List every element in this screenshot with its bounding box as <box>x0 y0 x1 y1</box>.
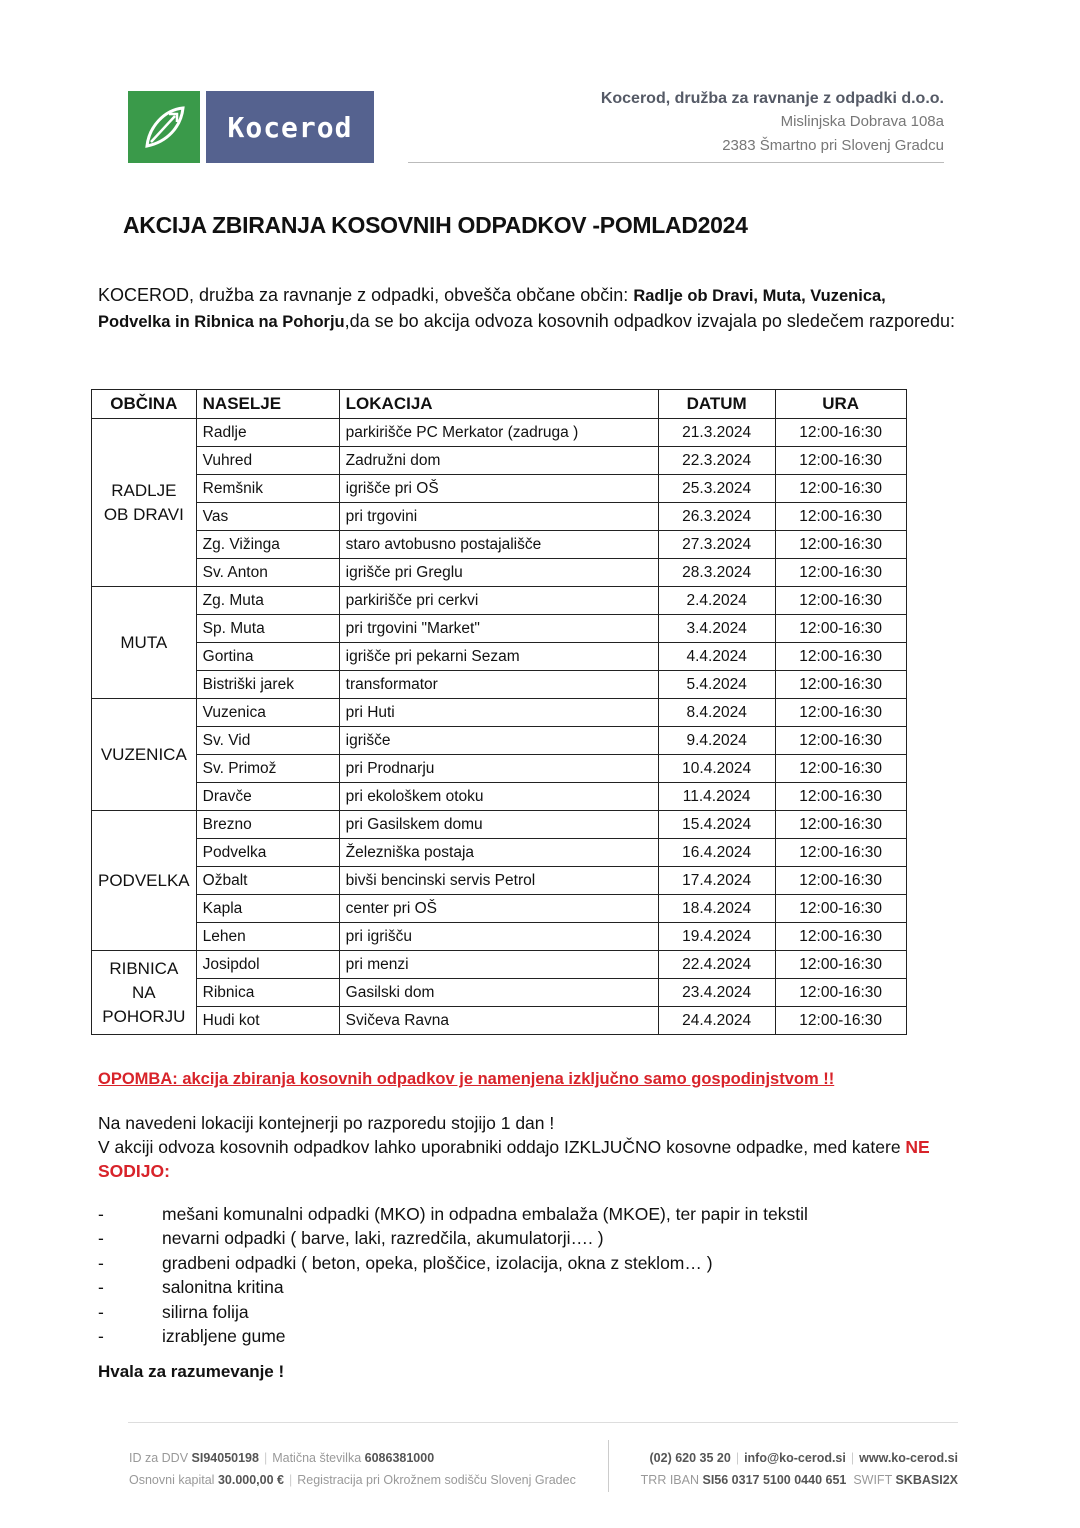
table-row <box>92 475 907 503</box>
capital-label: Osnovni kapital <box>129 1473 215 1487</box>
ura-cell: 12:00-16:30 <box>775 587 906 615</box>
list-item-text: silirna folija <box>162 1301 249 1322</box>
lokacija-cell: Gasilski dom <box>339 979 658 1007</box>
ura-cell: 12:00-16:30 <box>775 615 906 643</box>
ura-cell: 12:00-16:30 <box>775 783 906 811</box>
table-row <box>92 979 907 1007</box>
ura-cell: 12:00-16:30 <box>775 867 906 895</box>
header-datum: DATUM <box>658 390 775 419</box>
bullet-dash: - <box>98 1228 104 1249</box>
swift-value: SKBASI2X <box>895 1473 958 1487</box>
iban-label: TRR IBAN <box>640 1473 699 1487</box>
table-row <box>92 503 907 531</box>
lokacija-cell: parkirišče PC Merkator (zadruga ) <box>339 419 658 447</box>
table-row <box>92 951 907 979</box>
ura-cell: 12:00-16:30 <box>775 447 906 475</box>
naselje-cell: Gortina <box>196 643 339 671</box>
table-row <box>92 867 907 895</box>
table-row <box>92 727 907 755</box>
ura-cell: 12:00-16:30 <box>775 671 906 699</box>
datum-cell: 18.4.2024 <box>658 895 775 923</box>
table-row <box>92 531 907 559</box>
bullet-dash: - <box>98 1326 104 1347</box>
table-row <box>92 755 907 783</box>
datum-cell: 24.4.2024 <box>658 1007 775 1035</box>
naselje-cell: Josipdol <box>196 951 339 979</box>
ura-cell: 12:00-16:30 <box>775 727 906 755</box>
lokacija-cell: igrišče pri Greglu <box>339 559 658 587</box>
lokacija-cell: pri menzi <box>339 951 658 979</box>
table-row <box>92 895 907 923</box>
datum-cell: 9.4.2024 <box>658 727 775 755</box>
naselje-cell: Sp. Muta <box>196 615 339 643</box>
lokacija-cell: transformator <box>339 671 658 699</box>
obcina-cell: RADLJE OB DRAVI <box>92 419 197 587</box>
table-row <box>92 671 907 699</box>
lokacija-cell: Svičeva Ravna <box>339 1007 658 1035</box>
naselje-cell: Vas <box>196 503 339 531</box>
ura-cell: 12:00-16:30 <box>775 503 906 531</box>
ddv-value: SI94050198 <box>191 1451 259 1465</box>
lokacija-cell: staro avtobusno postajališče <box>339 531 658 559</box>
ddv-label: ID za DDV <box>129 1451 189 1465</box>
datum-cell: 3.4.2024 <box>658 615 775 643</box>
table-row <box>92 783 907 811</box>
lokacija-cell: pri igrišču <box>339 923 658 951</box>
logo-wordmark: Kocerod <box>206 91 374 163</box>
footer-divider <box>128 1422 958 1423</box>
header-obcina: OBČINA <box>92 390 197 419</box>
list-item-text: izrabljene gume <box>162 1326 286 1347</box>
naselje-cell: Ožbalt <box>196 867 339 895</box>
lokacija-cell: pri ekološkem otoku <box>339 783 658 811</box>
datum-cell: 19.4.2024 <box>658 923 775 951</box>
datum-cell: 8.4.2024 <box>658 699 775 727</box>
intro-text-end: ,da se bo akcija odvoza kosovnih odpadkov izvajala po sledečem razporedu: <box>344 311 956 331</box>
lokacija-cell: igrišče pri OŠ <box>339 475 658 503</box>
bullet-dash: - <box>98 1301 104 1322</box>
lokacija-cell: Železniška postaja <box>339 839 658 867</box>
lokacija-cell: pri trgovini <box>339 503 658 531</box>
excluded-waste-list <box>98 1202 808 1349</box>
footer-vertical-divider <box>608 1440 609 1492</box>
naselje-cell: Brezno <box>196 811 339 839</box>
naselje-cell: Bistriški jarek <box>196 671 339 699</box>
list-item <box>98 1202 808 1227</box>
bullet-dash: - <box>98 1277 104 1298</box>
table-row <box>92 699 907 727</box>
obcina-cell: PODVELKA <box>92 811 197 951</box>
not-accepted-label: NE SODIJO: <box>98 1137 930 1181</box>
table-row <box>92 923 907 951</box>
company-address-line2: 2383 Šmartno pri Slovenj Gradcu <box>722 137 944 154</box>
ura-cell: 12:00-16:30 <box>775 643 906 671</box>
company-name: Kocerod, družba za ravnanje z odpadki d.o.o. <box>600 90 944 107</box>
naselje-cell: Sv. Vid <box>196 727 339 755</box>
naselje-cell: Podvelka <box>196 839 339 867</box>
datum-cell: 11.4.2024 <box>658 783 775 811</box>
datum-cell: 21.3.2024 <box>658 419 775 447</box>
datum-cell: 15.4.2024 <box>658 811 775 839</box>
document-title: AKCIJA ZBIRANJA KOSOVNIH ODPADKOV -POMLAD2024 <box>123 212 748 238</box>
table-row <box>92 559 907 587</box>
lokacija-cell: pri Huti <box>339 699 658 727</box>
table-row <box>92 419 907 447</box>
naselje-cell: Zg. Muta <box>196 587 339 615</box>
table-row <box>92 1007 907 1035</box>
intro-municipalities: Radlje ob Dravi, Muta, Vuzenica, Podvelka in Ribnica na Pohorju <box>98 287 886 331</box>
kocerod-logo <box>128 91 374 163</box>
list-item-text: mešani komunalni odpadki (MKO) in odpadna embalaža (MKOE), ter papir in tekstil <box>162 1203 808 1224</box>
note-warning: OPOMBA: akcija zbiranja kosovnih odpadkov je namenjena izključno samo gospodinjstvom !! <box>98 1070 835 1088</box>
ura-cell: 12:00-16:30 <box>775 895 906 923</box>
ura-cell: 12:00-16:30 <box>775 699 906 727</box>
lokacija-cell: igrišče <box>339 727 658 755</box>
table-body <box>92 419 907 1035</box>
header-ura: URA <box>775 390 906 419</box>
lokacija-cell: bivši bencinski servis Petrol <box>339 867 658 895</box>
list-item <box>98 1325 808 1350</box>
lokacija-cell: pri trgovini "Market" <box>339 615 658 643</box>
datum-cell: 16.4.2024 <box>658 839 775 867</box>
datum-cell: 26.3.2024 <box>658 503 775 531</box>
ura-cell: 12:00-16:30 <box>775 923 906 951</box>
list-item-text: nevarni odpadki ( barve, laki, razredčila, akumulatorji…. ) <box>162 1228 604 1249</box>
table-row <box>92 643 907 671</box>
table-row <box>92 447 907 475</box>
table-row <box>92 811 907 839</box>
ura-cell: 12:00-16:30 <box>775 419 906 447</box>
ura-cell: 12:00-16:30 <box>775 951 906 979</box>
naselje-cell: Sv. Anton <box>196 559 339 587</box>
datum-cell: 22.4.2024 <box>658 951 775 979</box>
list-item <box>98 1300 808 1325</box>
header-divider <box>408 162 944 163</box>
intro-text: KOCEROD, družba za ravnanje z odpadki, obvešča občane občin: <box>98 285 634 305</box>
datum-cell: 22.3.2024 <box>658 447 775 475</box>
list-item <box>98 1276 808 1301</box>
naselje-cell: Dravče <box>196 783 339 811</box>
website-link[interactable]: www.ko-cerod.si <box>859 1451 958 1465</box>
table-header-row <box>92 390 907 419</box>
intro-paragraph <box>98 283 958 335</box>
registration-text: Registracija pri Okrožnem sodišču Slovenj Gradec <box>297 1473 576 1487</box>
list-item <box>98 1251 808 1276</box>
ura-cell: 12:00-16:30 <box>775 475 906 503</box>
naselje-cell: Zg. Vižinga <box>196 531 339 559</box>
iban-value: SI56 0317 5100 0440 651 <box>702 1473 847 1487</box>
obcina-cell: MUTA <box>92 587 197 699</box>
datum-cell: 5.4.2024 <box>658 671 775 699</box>
info-line2-text: V akciji odvoza kosovnih odpadkov lahko uporabniki oddajo IZKLJUČNO kosovne odpadke, med katere <box>98 1137 906 1157</box>
company-header <box>601 88 944 158</box>
mat-label: Matična številka <box>272 1451 362 1465</box>
naselje-cell: Kapla <box>196 895 339 923</box>
lokacija-cell: parkirišče pri cerkvi <box>339 587 658 615</box>
swift-label: SWIFT <box>853 1473 892 1487</box>
ura-cell: 12:00-16:30 <box>775 755 906 783</box>
ura-cell: 12:00-16:30 <box>775 531 906 559</box>
bullet-dash: - <box>98 1203 104 1224</box>
table-row <box>92 839 907 867</box>
naselje-cell: Vuzenica <box>196 699 339 727</box>
lokacija-cell: Zadružni dom <box>339 447 658 475</box>
datum-cell: 2.4.2024 <box>658 587 775 615</box>
list-item-text: gradbeni odpadki ( beton, opeka, ploščice, izolacija, okna z steklom… ) <box>162 1252 713 1273</box>
bullet-dash: - <box>98 1252 104 1273</box>
lokacija-cell: pri Gasilskem domu <box>339 811 658 839</box>
lokacija-cell: center pri OŠ <box>339 895 658 923</box>
naselje-cell: Vuhred <box>196 447 339 475</box>
datum-cell: 10.4.2024 <box>658 755 775 783</box>
datum-cell: 17.4.2024 <box>658 867 775 895</box>
datum-cell: 28.3.2024 <box>658 559 775 587</box>
schedule-table <box>91 389 907 1035</box>
mat-value: 6086381000 <box>364 1451 435 1465</box>
lokacija-cell: igrišče pri pekarni Sezam <box>339 643 658 671</box>
naselje-cell: Hudi kot <box>196 1007 339 1035</box>
lokacija-cell: pri Prodnarju <box>339 755 658 783</box>
naselje-cell: Lehen <box>196 923 339 951</box>
list-item <box>98 1227 808 1252</box>
email-link[interactable]: info@ko-cerod.si <box>744 1451 846 1465</box>
datum-cell: 23.4.2024 <box>658 979 775 1007</box>
ura-cell: 12:00-16:30 <box>775 979 906 1007</box>
company-address-line1: Mislinjska Dobrava 108a <box>780 113 944 130</box>
naselje-cell: Sv. Primož <box>196 755 339 783</box>
datum-cell: 25.3.2024 <box>658 475 775 503</box>
ura-cell: 12:00-16:30 <box>775 811 906 839</box>
phone: (02) 620 35 20 <box>649 1451 731 1465</box>
info-line1: Na navedeni lokaciji kontejnerji po razporedu stojijo 1 dan ! <box>98 1113 555 1133</box>
thanks-text: Hvala za razumevanje ! <box>98 1362 285 1381</box>
info-paragraph <box>98 1111 958 1183</box>
info-line2 <box>98 1135 958 1183</box>
recycle-leaf-icon <box>128 91 200 163</box>
datum-cell: 27.3.2024 <box>658 531 775 559</box>
ura-cell: 12:00-16:30 <box>775 839 906 867</box>
naselje-cell: Radlje <box>196 419 339 447</box>
naselje-cell: Remšnik <box>196 475 339 503</box>
table-row <box>92 587 907 615</box>
obcina-cell: RIBNICA NA POHORJU <box>92 951 197 1035</box>
header-lokacija: LOKACIJA <box>339 390 658 419</box>
list-item-text: salonitna kritina <box>162 1277 284 1298</box>
footer-left: ID za DDV SI94050198 | Matična številka 6086381000 Osnovni kapital 30.000,00 € | Registracija pri Okrožnem sodišču Slovenj Gradec <box>129 1451 576 1487</box>
ura-cell: 12:00-16:30 <box>775 559 906 587</box>
datum-cell: 4.4.2024 <box>658 643 775 671</box>
capital-value: 30.000,00 € <box>217 1473 284 1487</box>
footer-right: (02) 620 35 20 | info@ko-cerod.si | www.ko-cerod.si TRR IBAN SI56 0317 5100 0440 651 SWIFT SKBASI2X <box>640 1451 958 1487</box>
naselje-cell: Ribnica <box>196 979 339 1007</box>
header-naselje: NASELJE <box>196 390 339 419</box>
table-row <box>92 615 907 643</box>
ura-cell: 12:00-16:30 <box>775 1007 906 1035</box>
obcina-cell: VUZENICA <box>92 699 197 811</box>
